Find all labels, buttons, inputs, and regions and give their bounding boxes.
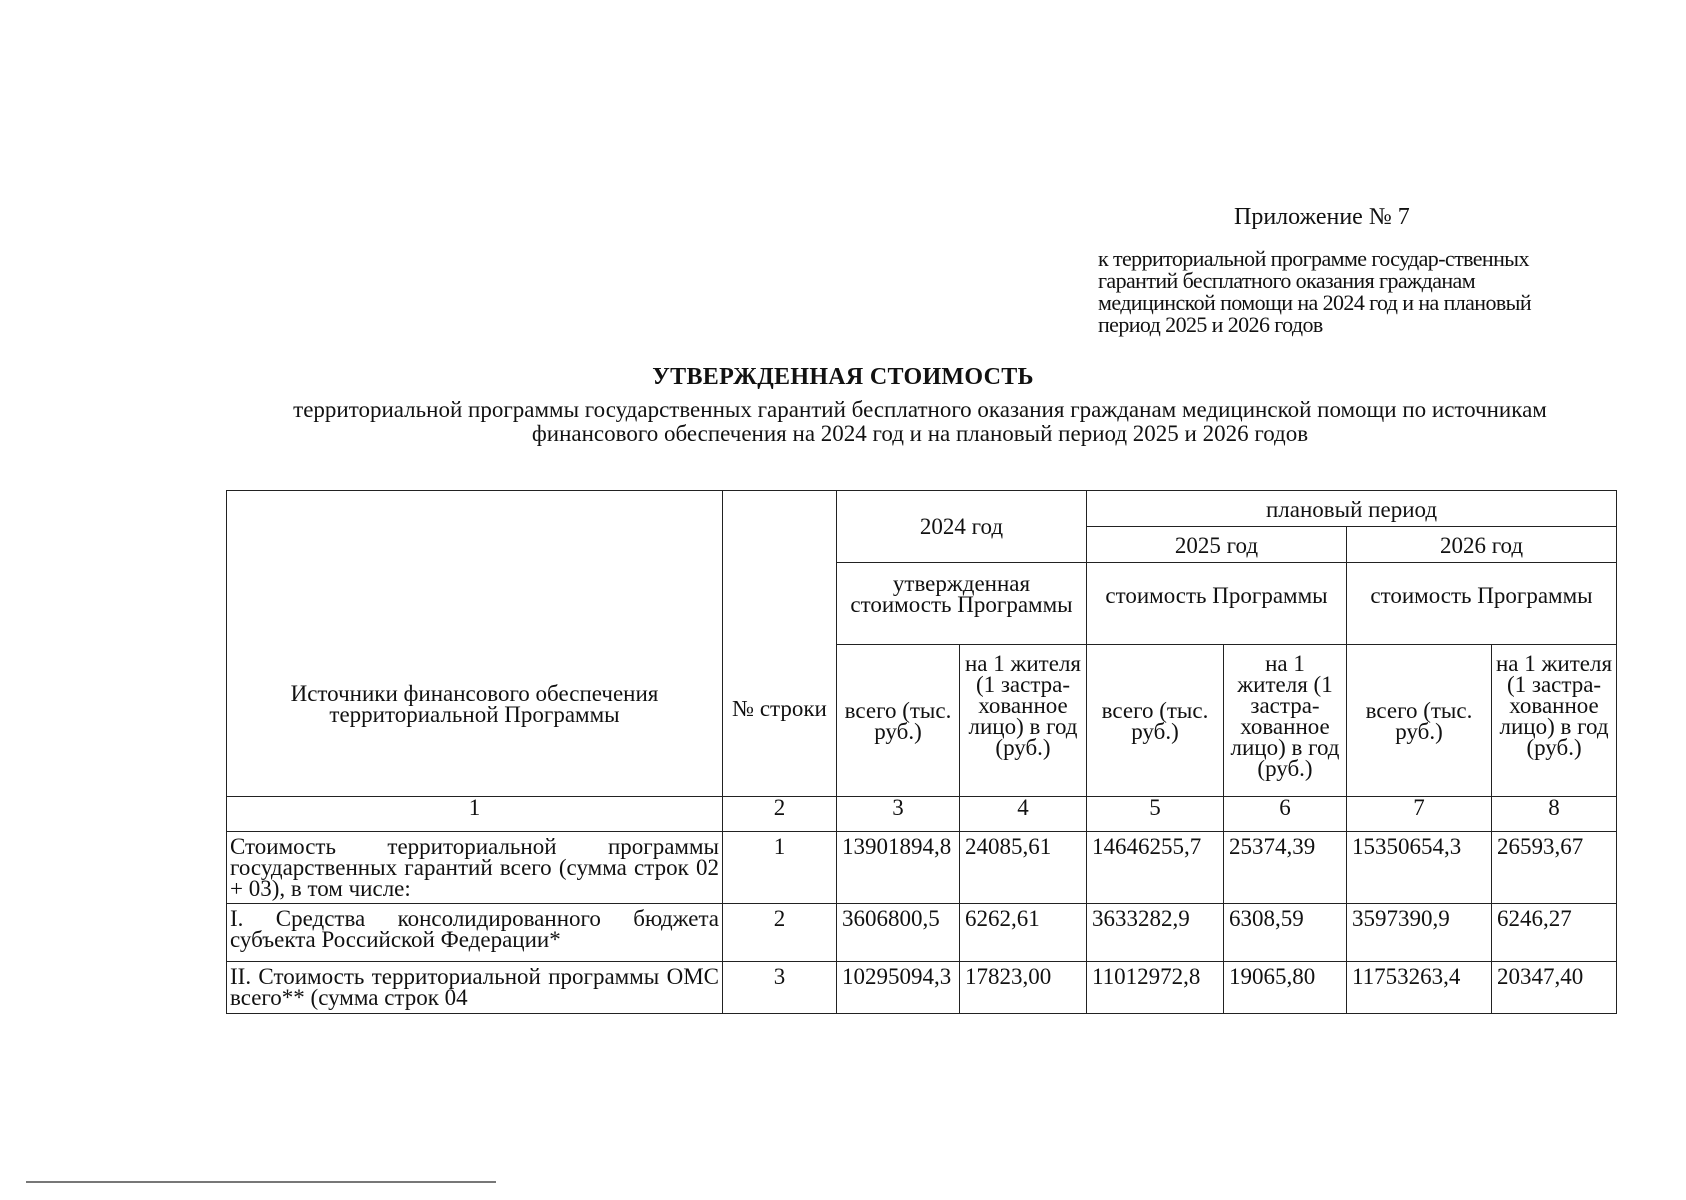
table-row [227, 962, 1617, 1014]
header-total-2024: всего (тыс. руб.) [837, 645, 960, 797]
header-per-capita-2024: на 1 жителя (1 застра-хованное лицо) в год (руб.) [960, 645, 1087, 797]
header-source: Источники финансового обеспечения территориальной Программы [227, 491, 723, 797]
cell-total-2024: 3606800,5 [837, 904, 960, 962]
cell-per-capita-2026: 26593,67 [1492, 832, 1617, 904]
cell-total-2026: 3597390,9 [1347, 904, 1492, 962]
cell-per-capita-2025: 25374,39 [1224, 832, 1347, 904]
cell-total-2024: 13901894,8 [837, 832, 960, 904]
cell-per-capita-2026: 20347,40 [1492, 962, 1617, 1014]
header-row-number: № строки [723, 491, 837, 797]
column-number: 8 [1492, 797, 1617, 832]
cell-total-2026: 15350654,3 [1347, 832, 1492, 904]
cell-total-2026: 11753263,4 [1347, 962, 1492, 1014]
header-per-capita-2025: на 1 жителя (1 застра-хованное лицо) в год (руб.) [1224, 645, 1347, 797]
page-divider-line [26, 1181, 496, 1183]
column-number: 1 [227, 797, 723, 832]
row-source-name: Стоимость территориальной программы государственных гарантий всего (сумма строк 02 + 03), в том числе: [227, 832, 723, 904]
row-number: 2 [723, 904, 837, 962]
cell-per-capita-2024: 17823,00 [960, 962, 1087, 1014]
row-number: 3 [723, 962, 837, 1014]
header-total-2026: всего (тыс. руб.) [1347, 645, 1492, 797]
column-number: 6 [1224, 797, 1347, 832]
cell-per-capita-2024: 24085,61 [960, 832, 1087, 904]
header-year-2026: 2026 год [1347, 527, 1617, 563]
cell-total-2025: 3633282,9 [1087, 904, 1224, 962]
header-cost-2025: стоимость Программы [1087, 563, 1347, 645]
header-total-2025: всего (тыс. руб.) [1087, 645, 1224, 797]
table-row [227, 904, 1617, 962]
cell-total-2025: 11012972,8 [1087, 962, 1224, 1014]
row-number: 1 [723, 832, 837, 904]
column-number-row [227, 797, 1617, 832]
document-subtitle: территориальной программы государственных гарантий бесплатного оказания гражданам медицинской помощи по источникам финансового обеспечения на 2024 год и на плановый период 2025 и 2026 годов [293, 397, 1547, 446]
row-source-name: I. Средства консолидированного бюджета субъекта Российской Федерации* [227, 904, 723, 962]
column-number: 7 [1347, 797, 1492, 832]
cell-per-capita-2024: 6262,61 [960, 904, 1087, 962]
cell-total-2024: 10295094,3 [837, 962, 960, 1014]
appendix-note: к территориальной программе государ-ственных гарантий бесплатного оказания гражданам медицинской помощи на 2024 год и на плановый период 2025 и 2026 годов [1098, 246, 1532, 337]
table-row [227, 832, 1617, 904]
appendix-title: Приложение № 7 [1234, 204, 1410, 230]
cell-per-capita-2026: 6246,27 [1492, 904, 1617, 962]
header-year-2025: 2025 год [1087, 527, 1347, 563]
cost-table [226, 490, 1617, 1014]
cell-per-capita-2025: 6308,59 [1224, 904, 1347, 962]
header-year-2024: 2024 год [837, 491, 1087, 563]
header-cost-2026: стоимость Программы [1347, 563, 1617, 645]
column-number: 5 [1087, 797, 1224, 832]
header-per-capita-2026: на 1 жителя (1 застра-хованное лицо) в год (руб.) [1492, 645, 1617, 797]
column-number: 2 [723, 797, 837, 832]
cell-total-2025: 14646255,7 [1087, 832, 1224, 904]
header-planned-period: плановый период [1087, 491, 1617, 527]
header-approved-cost-2024: утвержденная стоимость Программы [837, 563, 1087, 645]
document-title: УТВЕРЖДЕННАЯ СТОИМОСТЬ [652, 364, 1034, 390]
column-number: 3 [837, 797, 960, 832]
row-source-name: II. Стоимость территориальной программы ОМС всего** (сумма строк 04 [227, 962, 723, 1014]
cell-per-capita-2025: 19065,80 [1224, 962, 1347, 1014]
column-number: 4 [960, 797, 1087, 832]
